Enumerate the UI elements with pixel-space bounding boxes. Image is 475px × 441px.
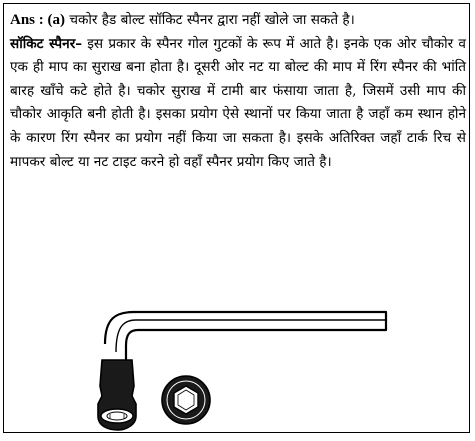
answer-label: Ans : (a) <box>10 12 65 28</box>
answer-paragraph <box>10 9 466 33</box>
section-heading: सॉकिट स्पैनर– <box>10 35 83 52</box>
tommy-bar-illustration <box>105 312 386 360</box>
answer-statement: चकोर हैड बोल्ट सॉकिट स्पैनर द्वारा नहीं खोले जा सकते है। <box>65 12 355 28</box>
socket-end-view-illustration <box>162 376 210 424</box>
socket-body-illustration <box>98 360 136 430</box>
section-body: इस प्रकार के स्पैनर गोल गुटकों के रूप में आते है। इनके एक ओर चौकोर व एक ही माप का सुराख बना होता है। दूसरी ओर नट या बोल्ट की माप में रिंग स्पैनर की भांति बारह खाँचे कटे होते है। चकोर सुराख में टामी बार फंसाया जाता है, जिसमें उसी माप की चौकोर आकृति बनी होती है। इसका प्रयोग ऐसे स्थानों पर किया जाता है जहाँ कम स्थान होने के कारण रिंग स्पैनर का प्रयोग नहीं किया जा सकता है। इसके अतिरिक्त जहाँ टार्क रिच से मापकर बोल्ट या नट टाइट करने हो वहाँ स्पैनर प्रयोग किए जाते है। <box>10 35 466 170</box>
answer-box <box>3 3 470 433</box>
socket-spanner-figure <box>94 304 394 432</box>
socket-spanner-paragraph <box>10 33 466 175</box>
answer-text <box>10 9 466 174</box>
